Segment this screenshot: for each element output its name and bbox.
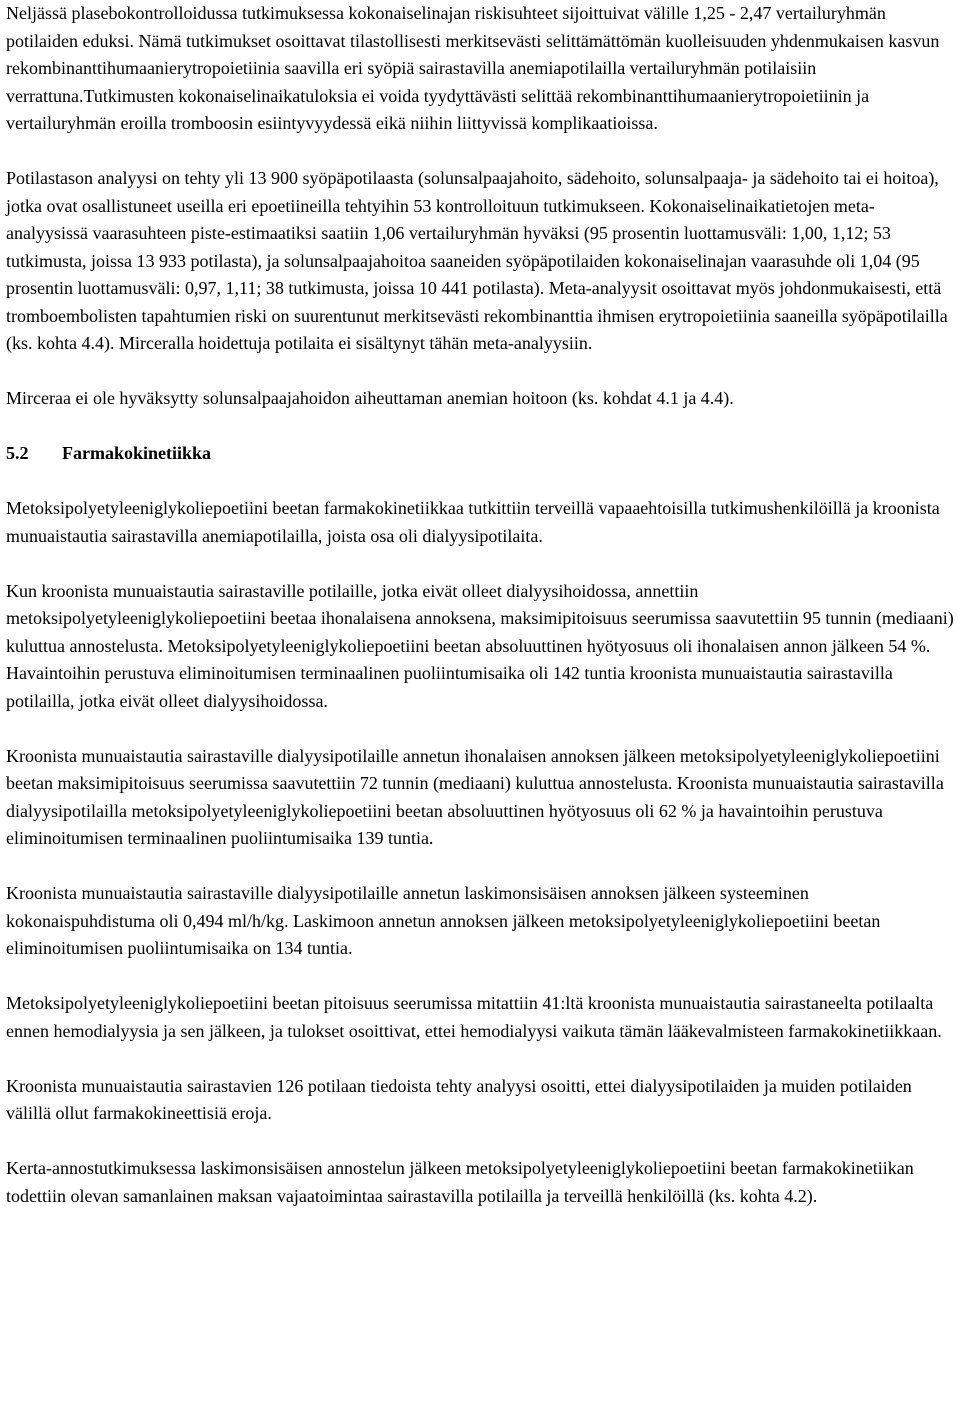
document-page <box>6 0 956 1238</box>
paragraph-pk-non-dialysis: Kun kroonista munuaistautia sairastaville potilaille, jotka eivät olleet dialyysihoidossa, annettiin metoksipolyetyleeniglykoliepoetiini beetaa ihonalaisena annoksena, maksimipitoisuus seerumissa saavutettiin 95 tunnin (mediaani) kuluttua annostelusta. Metoksipolyetyleeniglykoliepoetiini beetan absoluuttinen hyötyosuus oli ihonalaisen annon jälkeen 54 %. Havaintoihin perustuva eliminoitumisen terminaalinen puoliintumisaika oli 142 tuntia kroonista munuaistautia sairastavilla potilailla, jotka eivät olleet dialyysihoidossa. <box>6 580 954 711</box>
paragraph-pk-dialysis-intravenous: Kroonista munuaistautia sairastaville dialyysipotilaille annetun laskimonsisäisen annoksen jälkeen systeeminen kokonaispuhdistuma oli 0,494 ml/h/kg. Laskimoon annetun annoksen jälkeen metoksipolyetyleeniglykoliepoetiini beetan eliminoitumisen puoliintumisaika on 134 tuntia. <box>6 883 881 958</box>
paragraph-pk-intro: Metoksipolyetyleeniglykoliepoetiini beetan farmakokinetiikkaa tutkittiin terveillä vapaaehtoisilla tutkimushenkilöillä ja kroonista munuaistautia sairastavilla anemiapotilailla, joista osa oli dialyysipotilaita. <box>6 498 940 546</box>
section-number: 5.2 <box>6 443 29 463</box>
paragraph-pk-hepatic: Kerta-annostutkimuksessa laskimonsisäisen annostelun jälkeen metoksipolyetyleeniglykoliepoetiini beetan farmakokinetiikan todettiin olevan samanlainen maksan vajaatoimintaa sairastavilla potilailla ja terveillä henkilöillä (ks. kohta 4.2). <box>6 1158 914 1206</box>
section-title: Farmakokinetiikka <box>62 443 212 463</box>
paragraph-mortality-risk: Neljässä plasebokontrolloidussa tutkimuksessa kokonaiselinajan riskisuhteet sijoittuivat välille 1,25 - 2,47 vertailuryhmän potilaiden eduksi. Nämä tutkimukset osoittavat tilastollisesti merkitsevästi selittämättömän kuolleisuuden yhdenmukaisen kasvun rekombinanttihumaanierytropoietiinia saavilla eri syöpiä sairastavilla anemiapotilailla vertailuryhmän potilaisiin verrattuna.Tutkimusten kokonaiselinaikatuloksia ei voida tyydyttävästi selittää rekombinanttihumaanierytropoietiinin ja vertailuryhmän eroilla tromboosin esiintyvyydessä eikä niihin liittyvissä komplikaatioissa. <box>6 3 940 133</box>
section-heading <box>6 440 956 468</box>
paragraph-not-approved: Mirceraa ei ole hyväksytty solunsalpaajahoidon aiheuttaman anemian hoitoon (ks. kohdat 4.1 ja 4.4). <box>6 388 734 408</box>
paragraph-pk-hemodialysis: Metoksipolyetyleeniglykoliepoetiini beetan pitoisuus seerumissa mitattiin 41:ltä kroonista munuaistautia sairastaneelta potilaalta ennen hemodialyysia ja sen jälkeen, ja tulokset osoittivat, ettei hemodialyysi vaikuta tämän lääkevalmisteen farmakokinetiikkaan. <box>6 993 942 1041</box>
paragraph-pk-dialysis-subcutaneous: Kroonista munuaistautia sairastaville dialyysipotilaille annetun ihonalaisen annoksen jälkeen metoksipolyetyleeniglykoliepoetiini beetan maksimipitoisuus seerumissa saavutettiin 72 tunnin (mediaani) kuluttua annostelusta. Kroonista munuaistautia sairastavilla dialyysipotilailla metoksipolyetyleeniglykoliepoetiini beetan absoluuttinen hyötyosuus oli 62 % ja havaintoihin perustuva eliminoitumisen terminaalinen puoliintumisaika 139 tuntia. <box>6 745 944 848</box>
paragraph-pk-126-patients: Kroonista munuaistautia sairastavien 126 potilaan tiedoista tehty analyysi osoitti, ettei dialyysipotilaiden ja muiden potilaiden välillä ollut farmakokineettisiä eroja. <box>6 1075 912 1123</box>
paragraph-meta-analysis: Potilastason analyysi on tehty yli 13 900 syöpäpotilaasta (solunsalpaajahoito, sädehoito, solunsalpaaja- ja sädehoito tai ei hoitoa), jotka ovat osallistuneet useilla eri epoetiineilla tehtyihin 53 kontrolloituun tutkimukseen. Kokonaiselinaikatietojen meta-analyysissä vaarasuhteen piste-estimaatiksi saatiin 1,06 vertailuryhmän hyväksi (95 prosentin luottamusväli: 1,00, 1,12; 53 tutkimusta, joissa 13 933 potilasta), ja solunsalpaajahoitoa saaneiden syöpäpotilaiden kokonaiselinajan vaarasuhde oli 1,04 (95 prosentin luottamusväli: 0,97, 1,11; 38 tutkimusta, joissa 10 441 potilasta). Meta-analyysit osoittavat myös johdonmukaisesti, että tromboembolisten tapahtumien riski on suurentunut merkitsevästi rekombinanttia ihmisen erytropoietiinia saaneilla syöpäpotilailla (ks. kohta 4.4). Mirceralla hoidettuja potilaita ei sisältynyt tähän meta-analyysiin. <box>6 168 948 353</box>
